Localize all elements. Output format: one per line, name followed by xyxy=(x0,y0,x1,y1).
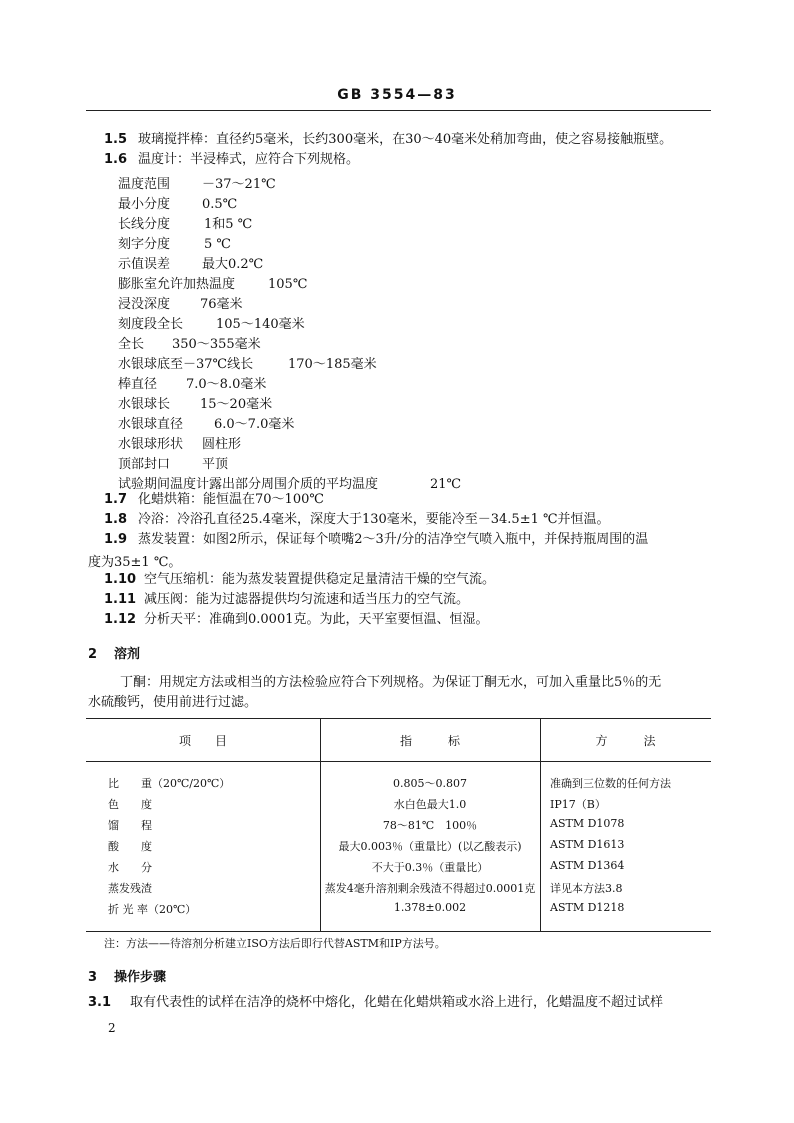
spec-label: 水银球底至－37℃线长 xyxy=(118,357,254,372)
spec-row xyxy=(118,433,241,452)
row-method: 详见本方法3.8 xyxy=(550,882,623,895)
header-item: 项 目 xyxy=(178,734,227,748)
spec-row xyxy=(118,373,266,392)
spec-row xyxy=(118,293,243,312)
clause-number: 1.5 xyxy=(104,132,128,147)
section-title: 操作步骤 xyxy=(114,970,167,985)
spec-label: 刻字分度 xyxy=(118,237,171,252)
spec-row xyxy=(118,453,228,472)
row-method: 准确到三位数的任何方法 xyxy=(550,777,671,790)
spec-label: 顶部封口 xyxy=(118,457,171,472)
spec-value: 6.0～7.0毫米 xyxy=(214,417,295,432)
spec-value: 350～355毫米 xyxy=(172,337,261,352)
clause-text: 蒸发装置：如图2所示，保证每个喷嘴2～3升/分的洁净空气喷入瓶中，并保持瓶周围的温 xyxy=(138,532,649,547)
row-method: ASTM D1218 xyxy=(550,901,625,914)
spec-row xyxy=(118,253,263,272)
clause-1-11 xyxy=(104,591,469,609)
spec-value: 圆柱形 xyxy=(202,437,242,452)
spec-row xyxy=(118,313,305,332)
spec-label: 全长 xyxy=(118,337,145,352)
page-header: GB 3554—83 xyxy=(337,87,457,103)
clause-text: 冷浴：冷浴孔直径25.4毫米，深度大于130毫米，要能冷至－34.5±1 ℃并恒温。 xyxy=(138,512,610,527)
row-spec: 1.378±0.002 xyxy=(393,901,467,914)
row-spec: 不大于0.3％（重量比） xyxy=(371,861,489,874)
row-method: IP17（B） xyxy=(550,798,606,811)
clause-1-5 xyxy=(104,131,672,149)
spec-row xyxy=(118,353,377,372)
clause-3-1 xyxy=(88,994,663,1012)
row-item: 酸 度 xyxy=(108,840,152,853)
clause-1-9-continuation: 度为35±1 ℃。 xyxy=(88,555,182,570)
section-2-paragraph-line2: 水硫酸钙，使用前进行过滤。 xyxy=(88,695,258,710)
section-title: 溶剂 xyxy=(114,647,141,662)
row-spec: 0.805～0.807 xyxy=(393,777,467,790)
header-rule xyxy=(86,110,711,111)
section-number: 3 xyxy=(88,970,98,985)
clause-1-10 xyxy=(104,571,495,589)
spec-label: 水银球长 xyxy=(118,397,171,412)
spec-value: 76毫米 xyxy=(200,297,243,312)
clause-number: 1.10 xyxy=(104,572,137,587)
clause-number: 1.9 xyxy=(104,532,128,547)
row-item: 折 光 率（20℃） xyxy=(108,903,197,916)
spec-value: 平顶 xyxy=(202,457,229,472)
spec-label: 试验期间温度计露出部分周围介质的平均温度 xyxy=(118,477,379,492)
spec-value: 0.5℃ xyxy=(202,197,238,212)
clause-number: 1.8 xyxy=(104,512,128,527)
header-spec: 指 标 xyxy=(399,734,460,748)
section-number: 2 xyxy=(88,647,98,662)
clause-text: 玻璃搅拌棒：直径约5毫米，长约300毫米，在30～40毫米处稍加弯曲，使之容易接触瓶壁。 xyxy=(138,132,673,147)
section-2-heading xyxy=(88,643,140,662)
spec-label: 膨胀室允许加热温度 xyxy=(118,277,236,292)
solvent-spec-table xyxy=(86,718,711,932)
spec-row xyxy=(118,193,237,212)
table-header-rule xyxy=(86,761,711,762)
spec-label: 最小分度 xyxy=(118,197,171,212)
row-method: ASTM D1613 xyxy=(550,838,625,851)
row-spec: 水白色最大1.0 xyxy=(393,798,467,811)
spec-row xyxy=(118,213,252,232)
spec-value: 105～140毫米 xyxy=(216,317,305,332)
clause-text: 分析天平：准确到0.0001克。为此，天平室要恒温、恒湿。 xyxy=(144,612,489,627)
clause-number: 1.11 xyxy=(104,592,137,607)
row-item: 水 分 xyxy=(108,861,152,874)
row-item: 比 重（20℃/20℃） xyxy=(108,777,231,790)
clause-1-6 xyxy=(104,151,359,169)
spec-label: 长线分度 xyxy=(118,217,171,232)
row-spec: 最大0.003％（重量比）(以乙酸表示) xyxy=(338,840,522,853)
clause-text: 温度计：半浸棒式，应符合下列规格。 xyxy=(138,152,360,167)
clause-1-8 xyxy=(104,511,610,529)
spec-label: 刻度段全长 xyxy=(118,317,184,332)
header-method: 方 法 xyxy=(595,734,656,748)
spec-row xyxy=(118,233,231,252)
section-3-heading xyxy=(88,966,166,985)
spec-value: 1和5 ℃ xyxy=(204,217,253,232)
row-spec: 蒸发4毫升溶剂剩余残渣不得超过0.0001克 xyxy=(324,882,536,895)
clause-text: 取有代表性的试样在洁净的烧杯中熔化，化蜡在化蜡烘箱或水浴上进行，化蜡温度不超过试样 xyxy=(130,995,664,1010)
spec-row xyxy=(118,473,461,492)
clause-number: 3.1 xyxy=(88,995,112,1010)
clause-number: 1.7 xyxy=(104,492,128,507)
spec-label: 水银球形状 xyxy=(118,437,184,452)
clause-text: 减压阀：能为过滤器提供均匀流速和适当压力的空气流。 xyxy=(144,592,470,607)
table-divider xyxy=(540,719,541,931)
spec-value: 5 ℃ xyxy=(204,237,231,252)
row-item: 蒸发残渣 xyxy=(108,882,152,895)
spec-label: 温度范围 xyxy=(118,177,171,192)
spec-value: －37～21℃ xyxy=(202,177,276,192)
spec-value: 最大0.2℃ xyxy=(202,257,264,272)
section-2-paragraph-line1: 丁酮：用规定方法或相当的方法检验应符合下列规格。为保证丁酮无水，可加入重量比5％的无 xyxy=(120,675,662,690)
page-number: 2 xyxy=(108,1021,116,1035)
row-spec: 78～81℃ 100％ xyxy=(382,819,478,832)
clause-number: 1.6 xyxy=(104,152,128,167)
spec-value: 105℃ xyxy=(268,277,308,292)
spec-row xyxy=(118,333,261,352)
table-note: 注：方法——待溶剂分析建立ISO方法后即行代替ASTM和IP方法号。 xyxy=(104,937,446,950)
clause-text: 空气压缩机：能为蒸发装置提供稳定足量清洁干燥的空气流。 xyxy=(144,572,496,587)
spec-label: 浸没深度 xyxy=(118,297,171,312)
spec-row xyxy=(118,393,272,412)
spec-row xyxy=(118,173,276,192)
clause-1-9 xyxy=(104,531,648,549)
row-item: 色 度 xyxy=(108,798,152,811)
spec-label: 棒直径 xyxy=(118,377,158,392)
spec-value: 15～20毫米 xyxy=(200,397,273,412)
row-item: 馏 程 xyxy=(108,819,152,832)
row-method: ASTM D1078 xyxy=(550,817,625,830)
spec-value: 7.0～8.0毫米 xyxy=(186,377,267,392)
clause-number: 1.12 xyxy=(104,612,137,627)
spec-row xyxy=(118,273,307,292)
clause-1-12 xyxy=(104,611,489,629)
clause-1-7 xyxy=(104,491,324,509)
row-method: ASTM D1364 xyxy=(550,859,625,872)
spec-label: 水银球直径 xyxy=(118,417,184,432)
spec-value: 170～185毫米 xyxy=(288,357,377,372)
spec-value: 21℃ xyxy=(430,477,462,492)
spec-label: 示值误差 xyxy=(118,257,171,272)
spec-row xyxy=(118,413,294,432)
clause-text: 化蜡烘箱：能恒温在70～100℃ xyxy=(138,492,324,507)
